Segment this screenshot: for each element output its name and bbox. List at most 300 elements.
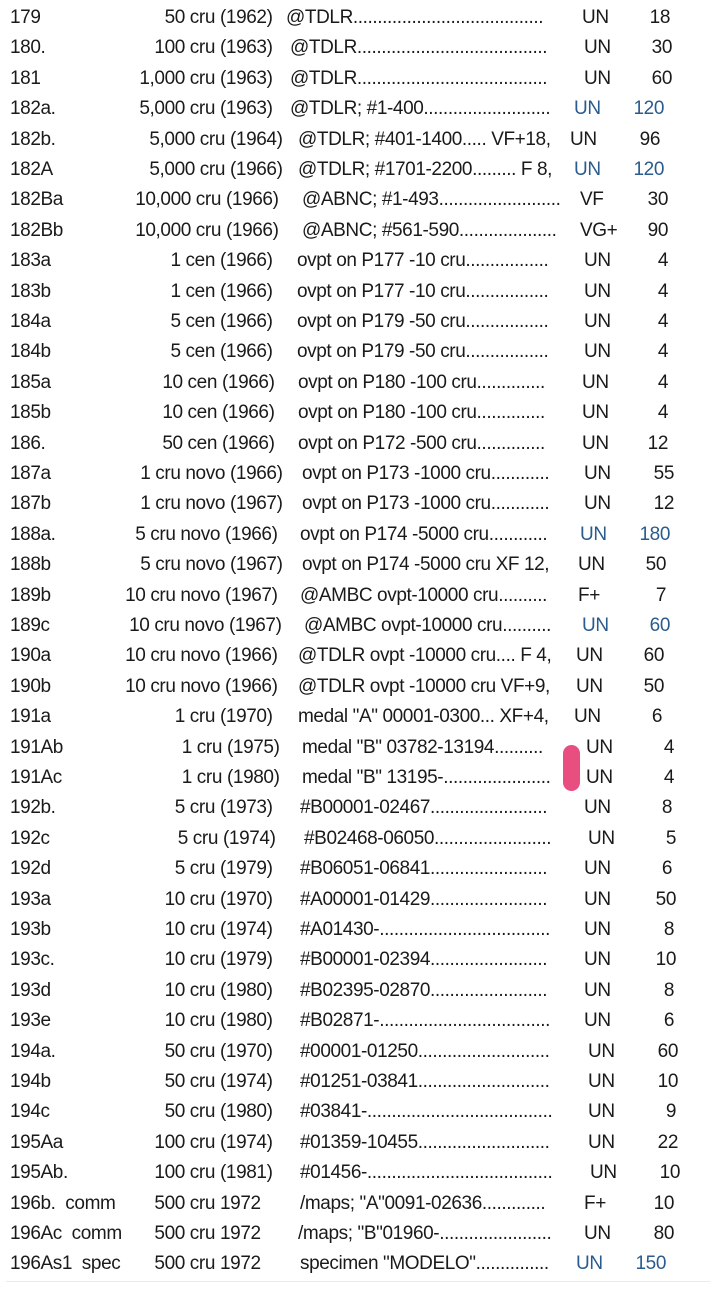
price: 12 [653,493,674,515]
grade: UN [578,554,605,576]
catalog-row [0,1037,720,1067]
grade[interactable]: UN [576,1253,603,1275]
denomination: 5 cru novo [140,554,225,576]
denomination: 5,000 cru [149,159,225,180]
description: #A00001-01429........................ [300,888,548,910]
grade: F+ [578,584,600,606]
grade: UN [582,7,609,28]
grade: UN [574,706,601,728]
grade: UN [588,1071,615,1092]
catalog-number: 185a [10,371,51,393]
catalog-row [0,125,720,155]
description: ovpt on P174 -5000 cru............ [300,523,548,545]
catalog-number: 183a [10,250,51,272]
denomination: 1,000 cru [139,67,215,89]
highlight-marker [563,745,580,791]
description: @TDLR ovpt -10000 cru.... F 4, [298,645,552,667]
issue-year: (1966) [222,371,275,393]
grade: UN [576,645,603,667]
description: ovpt on P180 -100 cru.............. [298,371,545,393]
price: 4 [657,250,668,272]
denomination: 5 cru novo [135,523,220,545]
description: #B06051-06841........................ [300,858,548,880]
description: @TDLR; #1701-2200......... F 8, [298,159,553,180]
issue-year: (1974) [220,1131,273,1153]
description: medal "B" 13195-...................... [302,767,551,788]
grade: UN [584,463,611,484]
catalog-number: 194c [10,1101,50,1123]
price: 8 [663,919,674,940]
price[interactable]: 120 [633,98,664,120]
description: #B02395-02870........................ [300,979,548,1001]
catalog-row [0,459,720,489]
issue-year: 1972 [220,1192,261,1214]
grade: UN [570,128,597,150]
description: @TDLR; #1-400.......................... [290,98,551,120]
denomination: 100 cru [154,37,215,59]
issue-year: (1970) [220,1040,273,1062]
catalog-row [0,246,720,276]
issue-year: (1979) [220,949,273,971]
catalog-row [0,368,720,398]
catalog-row [0,155,720,185]
issue-year: (1966) [230,463,283,484]
catalog-row [0,277,720,307]
denomination: 50 cru [164,1071,215,1092]
grade: UN [582,432,609,454]
catalog-row [0,763,720,793]
denomination: 1 cru [181,736,222,758]
denomination: 1 cru novo [140,493,225,515]
denomination: 500 cru [154,1223,215,1244]
denomination: 500 cru [154,1192,215,1214]
grade: UN [584,67,611,89]
price: 90 [647,219,668,241]
denomination: 1 cru novo [140,463,225,484]
price: 4 [657,280,668,302]
denomination: 10 cru [164,1010,215,1032]
denomination: 100 cru [154,1131,215,1153]
denomination: 10 cru [164,979,215,1001]
price: 4 [663,767,674,788]
catalog-row [0,1097,720,1127]
catalog-row [0,793,720,823]
price: 50 [643,675,664,697]
grade: UN [584,858,611,880]
denomination: 50 cru [164,1040,215,1062]
price: 6 [663,1010,674,1032]
catalog-number: 196Ac comm [10,1223,122,1244]
bottom-divider [6,1281,710,1282]
denomination: 10 cru [164,888,215,910]
catalog-number: 193a [10,888,51,910]
catalog-number: 180. [10,37,46,59]
issue-year: (1967) [230,493,283,515]
denomination: 50 cru [164,7,215,28]
denomination: 5,000 cru [149,128,225,150]
price-link[interactable] [576,1249,666,1279]
issue-year: (1974) [220,919,273,940]
price: 30 [651,37,672,59]
description: #A01430-................................... [300,919,550,940]
price: 50 [645,554,666,576]
price: 60 [651,67,672,89]
catalog-row [0,1158,720,1188]
denomination: 100 cru [154,1162,215,1184]
price: 4 [657,371,668,393]
denomination: 5 cen [170,311,215,332]
description: #B00001-02467........................ [300,797,548,819]
catalog-number: 191Ab [10,736,63,758]
price: 60 [657,1040,678,1062]
issue-year: (1980) [220,1101,273,1123]
grade: UN [588,1131,615,1153]
issue-year: (1966) [222,402,275,424]
grade: UN [584,493,611,515]
catalog-number: 179 [10,7,41,28]
catalog-row [0,33,720,63]
issue-year: (1966) [230,159,283,180]
grade: UN [584,888,611,910]
grade: UN [584,311,611,332]
price: 10 [659,1162,680,1184]
description: ovpt on P179 -50 cru................. [297,341,549,363]
grade[interactable]: UN [580,523,607,545]
catalog-number: 196As1 spec [10,1253,121,1275]
price: 50 [655,888,676,910]
description: #01456-...................................... [300,1162,553,1184]
price: 10 [657,1071,678,1092]
price: 9 [665,1101,676,1123]
price: 4 [657,402,668,424]
grade: UN [584,341,611,363]
denomination: 500 cru [154,1253,215,1275]
catalog-number: 194b [10,1071,51,1092]
catalog-row [0,3,720,33]
description: ovpt on P173 -1000 cru............ [302,463,550,484]
catalog-row [0,64,720,94]
description: @TDLR....................................... [286,7,544,28]
denomination: 10 cru [164,949,215,971]
catalog-row [0,429,720,459]
catalog-row [0,1128,720,1158]
issue-year: (1966) [225,645,278,667]
description: #B00001-02394........................ [300,949,548,971]
grade: UN [586,736,613,758]
catalog-number: 191a [10,706,51,728]
catalog-number: 192d [10,858,51,880]
price-link[interactable] [574,155,664,185]
price: 18 [649,7,670,28]
catalog-row [0,216,720,246]
description: #01251-03841........................... [300,1071,550,1092]
catalog-number: 186. [10,432,46,454]
grade[interactable]: UN [582,615,609,636]
catalog-row [0,337,720,367]
issue-year: (1974) [220,1071,273,1092]
price: 10 [653,1192,674,1214]
catalog-number: 193c. [10,949,55,971]
issue-year: (1966) [220,341,273,363]
grade: UN [588,1040,615,1062]
price: 12 [647,432,668,454]
description: medal "B" 03782-13194.......... [302,736,543,758]
denomination: 5 cen [170,341,215,363]
catalog-row [0,520,720,550]
price-link[interactable] [574,94,664,124]
description: #B02871-................................... [300,1010,550,1032]
price: 6 [661,858,672,880]
grade: UN [588,1101,615,1123]
description: @AMBC ovpt-10000 cru.......... [304,615,551,636]
catalog-number: 196b. comm [10,1192,116,1214]
issue-year: (1980) [220,1010,273,1032]
grade: UN [584,979,611,1001]
catalog-number: 189b [10,584,51,606]
issue-year: (1970) [220,706,273,728]
catalog-number: 183b [10,280,51,302]
catalog-number: 185b [10,402,51,424]
description: ovpt on P180 -100 cru.............. [298,402,545,424]
catalog-number: 182Ba [10,189,63,211]
catalog-number: 182Bb [10,219,63,241]
price: 8 [663,979,674,1001]
price-link[interactable] [580,520,670,550]
issue-year: (1970) [220,888,273,910]
catalog-row [0,94,720,124]
denomination: 10,000 cru [135,219,221,241]
issue-year: (1963) [220,98,273,120]
catalog-row [0,611,720,641]
description: ovpt on P173 -1000 cru............ [302,493,550,515]
catalog-row [0,581,720,611]
grade: UN [582,371,609,393]
catalog-row [0,185,720,215]
catalog-row [0,976,720,1006]
price: 7 [655,584,666,606]
grade: UN [588,827,615,849]
catalog-row [0,824,720,854]
description: @AMBC ovpt-10000 cru.......... [300,584,547,606]
grade: UN [584,949,611,971]
price: 80 [653,1223,674,1244]
price: 6 [651,706,662,728]
issue-year: (1963) [220,37,273,59]
grade: UN [584,1223,611,1244]
catalog-number: 182b. [10,128,56,150]
denomination: 5,000 cru [139,98,215,120]
issue-year: (1967) [230,554,283,576]
catalog-row [0,307,720,337]
catalog-number: 182A [10,159,53,180]
price[interactable]: 150 [635,1253,666,1275]
description: ovpt on P177 -10 cru................. [297,250,549,272]
catalog-number: 190a [10,645,51,667]
price: 30 [647,189,668,211]
catalog-number: 187b [10,493,51,515]
grade: UN [590,1162,617,1184]
description: ovpt on P172 -500 cru.............. [298,432,545,454]
description: @TDLR....................................... [290,37,548,59]
catalog-number: 187a [10,463,51,484]
issue-year: (1979) [220,858,273,880]
denomination: 50 cen [162,432,217,454]
denomination: 5 cru [174,797,215,819]
catalog-row [0,550,720,580]
issue-year: (1980) [220,979,273,1001]
catalog-row [0,672,720,702]
catalog-number: 192b. [10,797,56,819]
catalog-row [0,1006,720,1036]
grade: UN [586,767,613,788]
grade: VG+ [580,219,618,241]
issue-year: (1963) [220,67,273,89]
price: 4 [657,341,668,363]
catalog-number: 195Aa [10,1131,63,1153]
price: 5 [665,827,676,849]
denomination: 10 cru [164,919,215,940]
issue-year: 1972 [220,1223,261,1244]
price: 22 [657,1131,678,1153]
description: /maps; "B"01960-....................... [298,1223,552,1244]
issue-year: (1967) [225,584,278,606]
issue-year: (1966) [225,523,278,545]
issue-year: (1966) [220,280,273,302]
description: @TDLR....................................... [290,67,548,89]
catalog-row [0,489,720,519]
catalog-number: 190b [10,675,51,697]
catalog-number: 184b [10,341,51,363]
issue-year: (1966) [220,250,273,272]
price[interactable]: 120 [633,159,664,180]
issue-year: (1966) [222,432,275,454]
price: 10 [655,949,676,971]
catalog-row [0,885,720,915]
grade: UN [582,402,609,424]
description: #01359-10455........................... [300,1131,550,1153]
catalog-row [0,945,720,975]
description: medal "A" 00001-0300... XF+4, [298,706,549,728]
grade: UN [584,280,611,302]
price-link[interactable] [582,611,670,641]
description: /maps; "A"0091-02636............. [300,1192,546,1214]
price[interactable]: 60 [649,615,670,636]
catalog-number: 193e [10,1010,51,1032]
description: #B02468-06050........................ [304,827,552,849]
description: ovpt on P177 -10 cru................. [297,280,549,302]
issue-year: (1975) [227,736,280,758]
denomination: 10 cru novo [125,645,220,667]
issue-year: (1974) [223,827,276,849]
issue-year: (1964) [230,128,283,150]
issue-year: (1966) [226,219,279,241]
grade: UN [584,250,611,272]
denomination: 5 cru [174,858,215,880]
grade: UN [584,797,611,819]
issue-year: (1966) [225,675,278,697]
catalog-row [0,1067,720,1097]
grade: UN [584,1010,611,1032]
catalog-number: 192c [10,827,50,849]
description: ovpt on P179 -50 cru................. [297,311,549,332]
price: 60 [643,645,664,667]
issue-year: (1980) [227,767,280,788]
catalog-number: 193b [10,919,51,940]
description: @TDLR ovpt -10000 cru VF+9, [298,675,550,697]
price: 96 [639,128,660,150]
issue-year: (1962) [220,7,273,28]
denomination: 10 cen [162,402,217,424]
catalog-row [0,641,720,671]
denomination: 1 cru [181,767,222,788]
denomination: 10 cru novo [125,675,220,697]
catalog-number: 181 [10,67,41,89]
catalog-row [0,915,720,945]
denomination: 1 cru [174,706,215,728]
denomination: 10 cru novo [125,584,220,606]
catalog-number: 195Ab. [10,1162,68,1184]
catalog-row [0,1249,720,1279]
catalog-number: 188a. [10,523,56,545]
denomination: 1 cen [170,280,215,302]
price: 55 [653,463,674,484]
catalog-number: 191Ac [10,767,62,788]
grade: UN [576,675,603,697]
catalog-row [0,733,720,763]
catalog-row [0,1189,720,1219]
price: 8 [661,797,672,819]
description: @ABNC; #1-493......................... [302,189,561,211]
catalog-number: 188b [10,554,51,576]
catalog-row [0,702,720,732]
denomination: 10,000 cru [135,189,221,211]
denomination: 10 cru novo [129,615,224,636]
catalog-row [0,1219,720,1249]
grade: UN [584,919,611,940]
description: #03841-...................................... [300,1101,553,1123]
price[interactable]: 180 [639,523,670,545]
price: 4 [657,311,668,332]
catalog-number: 193d [10,979,51,1001]
catalog-number: 194a. [10,1040,56,1062]
description: @ABNC; #561-590.................... [302,219,557,241]
denomination: 5 cru [177,827,218,849]
issue-year: 1972 [220,1253,261,1275]
catalog-number: 184a [10,311,51,332]
catalog-number: 182a. [10,98,56,120]
issue-year: (1966) [226,189,279,211]
description: @TDLR; #401-1400..... VF+18, [298,128,551,150]
denomination: 10 cen [162,371,217,393]
grade: F+ [584,1192,606,1214]
grade[interactable]: UN [574,98,601,120]
denomination: 1 cen [170,250,215,272]
grade[interactable]: UN [574,159,601,180]
description: ovpt on P174 -5000 cru XF 12, [302,554,550,576]
issue-year: (1966) [220,311,273,332]
issue-year: (1981) [220,1162,273,1184]
price: 4 [663,736,674,758]
description: #00001-01250........................... [300,1040,550,1062]
issue-year: (1967) [229,615,282,636]
catalog-row [0,398,720,428]
grade: VF [580,189,604,211]
grade: UN [584,37,611,59]
denomination: 50 cru [164,1101,215,1123]
catalog-row [0,854,720,884]
catalog-number: 189c [10,615,50,636]
description: specimen "MODELO"............... [300,1253,549,1275]
